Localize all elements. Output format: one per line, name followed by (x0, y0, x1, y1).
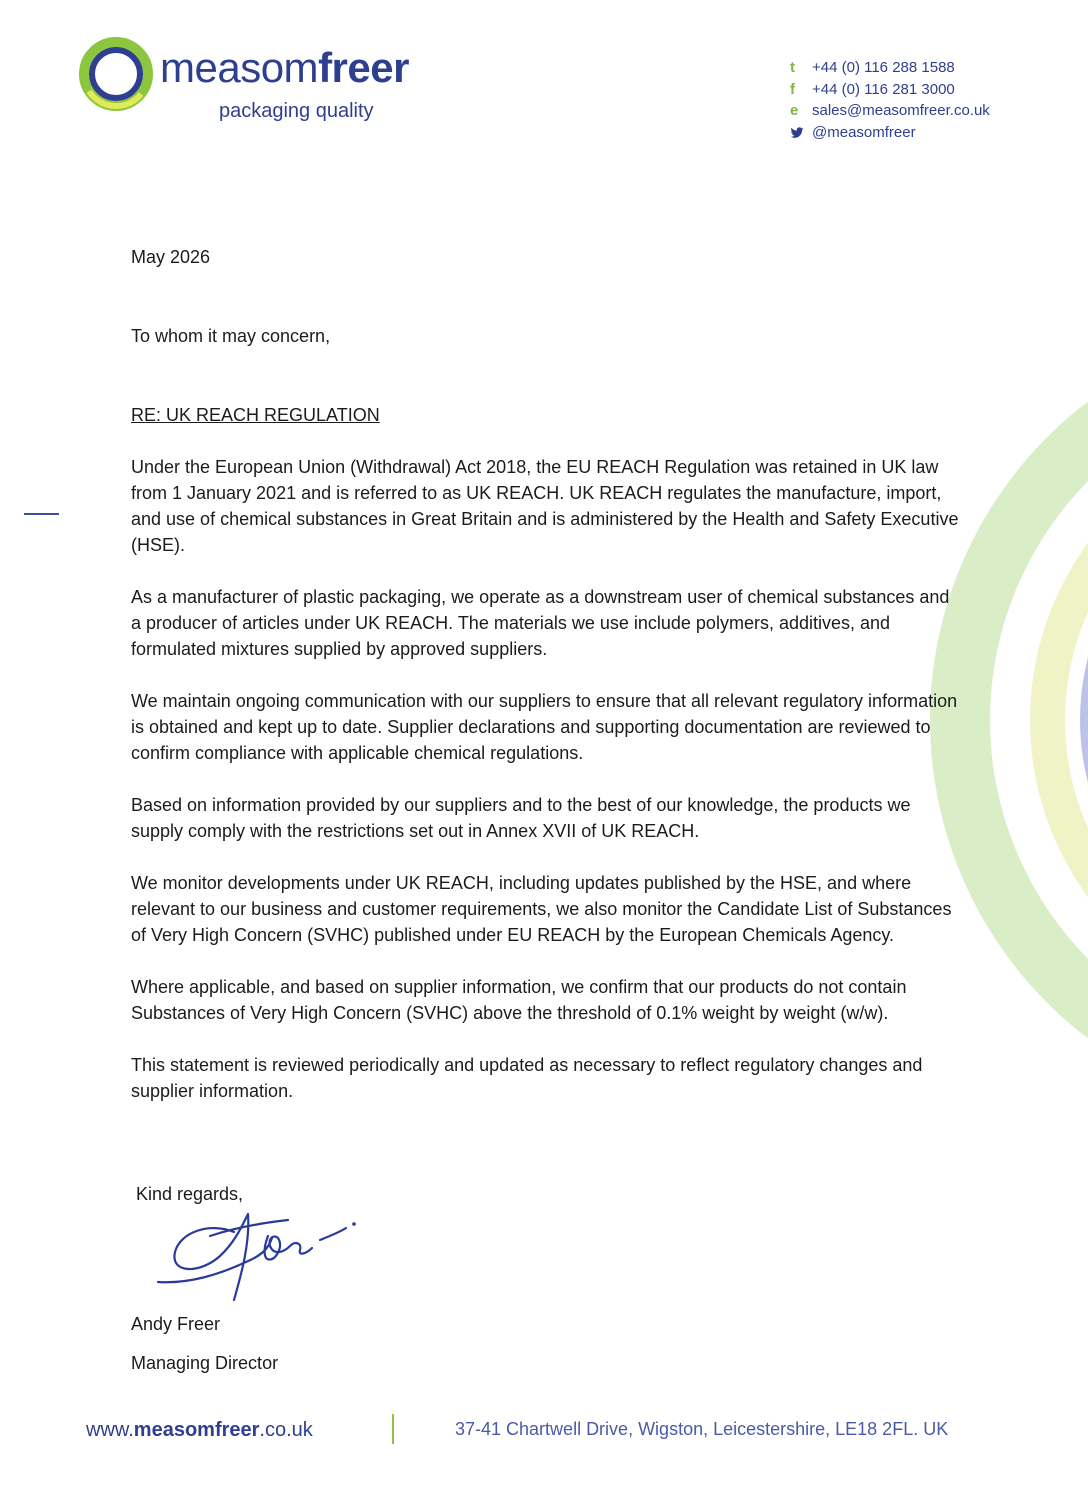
twitter-icon (790, 127, 804, 139)
contact-email (790, 100, 990, 122)
letter-paragraph: Under the European Union (Withdrawal) Act 2018, the EU REACH Regulation was retained in UK law from 1 January 2021 and is referred to as UK REACH. UK REACH regulates the manufacture, import, and use of chemical substances in Great Britain and is administered by the Health and Safety Executive (HSE). (131, 457, 959, 555)
contact-fax (790, 79, 990, 101)
logo-wordmark-bold: freer (318, 44, 409, 91)
contact-details (790, 57, 990, 143)
logo-wordmark-light: measom (160, 44, 319, 91)
footer-website[interactable] (86, 1419, 313, 1442)
signature (150, 1192, 370, 1307)
footer-web-suffix: .co.uk (259, 1419, 313, 1441)
letter-paragraph: We maintain ongoing communication with our suppliers to ensure that all relevant regulatory information is obtained and kept up to date. Supplier declarations and supporting documentation are reviewed to confirm compliance with applicable chemical regulations. (131, 691, 958, 763)
email-link[interactable]: sales@measomfreer.co.uk (812, 102, 990, 119)
contact-twitter (790, 122, 990, 144)
email-key: e (790, 102, 799, 119)
footer-web-prefix: www. (86, 1419, 134, 1441)
footer-address: 37-41 Chartwell Drive, Wigston, Leicestershire, LE18 2FL. UK (455, 1419, 949, 1439)
letter-body (131, 244, 961, 1130)
letter-paragraph: Where applicable, and based on supplier information, we confirm that our products do not contain Substances of Very High Concern (SVHC) above the threshold of 0.1% weight by weight (w/w). (131, 977, 907, 1023)
signatory-title: Managing Director (131, 1353, 279, 1373)
letter-date: May 2026 (131, 247, 211, 267)
phone-key: t (790, 59, 795, 76)
letter-greeting: To whom it may concern, (131, 326, 331, 346)
contact-phone (790, 57, 990, 79)
twitter-key (790, 122, 812, 144)
footer-divider (392, 1414, 394, 1444)
logo-tagline: packaging quality (219, 100, 374, 122)
letter-paragraph: This statement is reviewed periodically and updated as necessary to reflect regulatory changes and supplier information. (131, 1055, 923, 1101)
letter-closing: Kind regards, (136, 1184, 244, 1204)
letter-subject: RE: UK REACH REGULATION (131, 405, 380, 425)
letter-paragraph: We monitor developments under UK REACH, including updates published by the HSE, and where relevant to our business and customer requirements, we also monitor the Candidate List of Substances of Very High Concern (SVHC) published under EU REACH by the European Chemicals Agency. (131, 873, 952, 945)
logo-ring-icon (78, 36, 154, 112)
margin-mark (24, 513, 59, 515)
phone-number[interactable]: +44 (0) 116 288 1588 (812, 59, 955, 76)
footer-web-bold: measomfreer (133, 1419, 260, 1441)
twitter-handle[interactable]: @measomfreer (812, 123, 916, 141)
logo-wordmark (160, 44, 409, 92)
fax-number: +44 (0) 116 281 3000 (812, 80, 955, 98)
fax-key: f (790, 80, 795, 98)
letter-paragraph: Based on information provided by our suppliers and to the best of our knowledge, the products we supply comply with the restrictions set out in Annex XVII of UK REACH. (131, 795, 911, 841)
company-logo (78, 36, 438, 126)
signatory-name: Andy Freer (131, 1314, 221, 1334)
letter-paragraph: As a manufacturer of plastic packaging, we operate as a downstream user of chemical substances and a producer of articles under UK REACH. The materials we use include polymers, additives, and formulated mixtures supplied by approved suppliers. (131, 587, 950, 659)
